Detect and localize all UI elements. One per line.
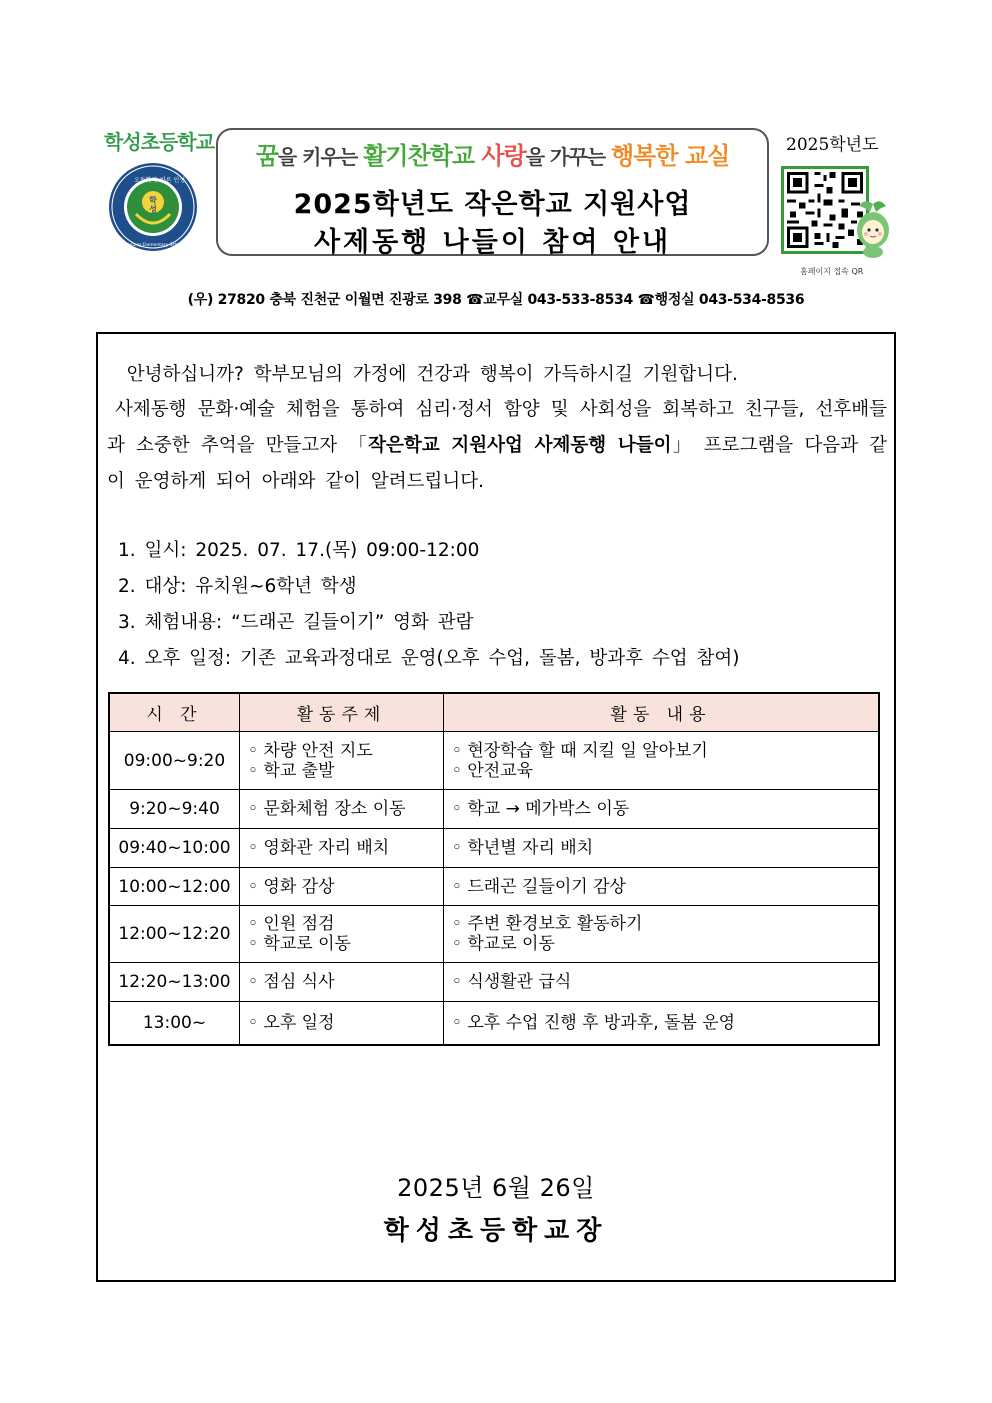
cell-line: ◦ 드래곤 길들이기 감상	[451, 876, 626, 897]
document-date: 2025년 6월 26일	[397, 1174, 595, 1202]
table-row	[109, 868, 879, 906]
table-header-row	[109, 693, 879, 732]
cell-line: ◦ 현장학습 할 때 지킬 일 알아보기	[451, 740, 708, 761]
cell-line: ◦ 문화체험 장소 이동	[247, 799, 406, 819]
header-time: 시 간	[109, 693, 239, 732]
slogan-part: 행복한	[610, 142, 678, 170]
mascot-icon	[850, 200, 896, 260]
cell-topic	[239, 1002, 443, 1045]
year-label: 2025학년도	[786, 135, 879, 155]
school-address: (우) 27820 충북 진천군 이월면 진광로 398 ☎교무실 043-533-8534 ☎행정실 043-534-8536	[187, 292, 805, 308]
qr-caption: 홈페이지 접속 QR	[800, 267, 864, 276]
cell-topic	[239, 868, 443, 906]
cell-content	[443, 790, 879, 829]
cell-line: ◦ 영화관 자리 배치	[247, 838, 390, 858]
cell-line: ◦ 주변 환경보호 활동하기	[451, 914, 643, 934]
cell-time: 09:00~9:20	[109, 732, 239, 790]
principal-signature: 학성초등학교장	[383, 1216, 609, 1246]
cell-content	[443, 732, 879, 790]
table-row	[109, 906, 879, 963]
cell-time: 12:00~12:20	[109, 906, 239, 963]
greeting-paragraph	[107, 357, 887, 393]
intro-text-a: 사제동행 문화·예술 체험을 통하여 심리·정서 함양 및 사회성을 회복하고 친구들, 선후배들과 소중한 추억을 만들고자 「	[107, 399, 887, 456]
emblem-text-right: 바른 인성	[160, 177, 186, 184]
table-row	[109, 1002, 879, 1045]
cell-line: ◦ 학교 출발	[247, 760, 335, 781]
list-item: 4. 오후 일정: 기존 교육과정대로 운영(오후 수업, 돌봄, 방과후 수업 참여)	[118, 648, 740, 669]
slogan-part: 교실	[677, 142, 730, 170]
cell-topic	[239, 963, 443, 1002]
cell-line: ◦ 차량 안전 지도	[247, 740, 373, 761]
cell-topic	[239, 732, 443, 790]
cell-time: 13:00~	[109, 1002, 239, 1045]
document-title-line-2: 사제동행 나들이 참여 안내	[313, 227, 672, 258]
list-item: 2. 대상: 유치원~6학년 학생	[118, 576, 357, 597]
cell-content	[443, 1002, 879, 1045]
schedule-table	[108, 692, 880, 1046]
table-row	[109, 790, 879, 829]
greeting-text: 안녕하십니까? 학부모님의 가정에 건강과 행복이 가득하시길 기원합니다.	[126, 364, 738, 385]
intro-paragraph	[107, 392, 887, 500]
intro-text-b: 」 프로그램을 다음과 같이 운영하게 되어 아래와 같이 알려드립니다.	[107, 435, 888, 492]
slogan-part: 을 가꾸는	[525, 145, 611, 169]
cell-line: ◦ 식생활관 급식	[451, 972, 572, 992]
cell-time: 10:00~12:00	[109, 868, 239, 906]
cell-time: 9:20~9:40	[109, 790, 239, 829]
cell-topic	[239, 790, 443, 829]
title-box	[216, 128, 769, 256]
slogan	[218, 136, 767, 171]
cell-content	[443, 868, 879, 906]
cell-content	[443, 829, 879, 868]
slogan-part: 꿈	[255, 142, 278, 170]
info-list	[118, 533, 739, 677]
list-item: 3. 체험내용: “드래곤 길들이기” 영화 관람	[118, 612, 474, 633]
header-content: 활동 내용	[443, 693, 879, 732]
cell-content	[443, 963, 879, 1002]
cell-time: 12:20~13:00	[109, 963, 239, 1002]
cell-line: ◦ 영화 감상	[247, 876, 335, 897]
emblem-text-bottom: Haksung Elementary School	[121, 243, 185, 248]
cell-line: ◦ 학년별 자리 배치	[451, 838, 594, 858]
cell-line: ◦ 오후 일정	[247, 1012, 335, 1033]
cell-line: ◦ 인원 점검	[247, 914, 335, 934]
cell-line: ◦ 안전교육	[451, 760, 534, 781]
cell-line: ◦ 학교로 이동	[247, 934, 351, 954]
list-item: 1. 일시: 2025. 07. 17.(목) 09:00-12:00	[118, 540, 480, 561]
program-name: 작은학교 지원사업 사제동행 나들이	[368, 435, 672, 456]
table-row	[109, 732, 879, 790]
cell-line: ◦ 학교 → 메가박스 이동	[451, 799, 630, 819]
header-topic: 활동주제	[239, 693, 443, 732]
cell-line: ◦ 오후 수업 진행 후 방과후, 돌봄 운영	[451, 1012, 736, 1033]
school-name: 학성초등학교	[104, 130, 214, 154]
emblem-char-2: 성	[149, 205, 157, 214]
table-row	[109, 963, 879, 1002]
document-title-line-1: 2025학년도 작은학교 지원사업	[293, 189, 692, 220]
table-row	[109, 829, 879, 868]
cell-topic	[239, 829, 443, 868]
cell-line: ◦ 점심 식사	[247, 972, 335, 992]
school-emblem-icon	[108, 162, 198, 252]
emblem-char-1: 학	[149, 196, 157, 205]
cell-content	[443, 906, 879, 963]
cell-time: 09:40~10:00	[109, 829, 239, 868]
slogan-part: 을 키우는	[277, 145, 364, 169]
emblem-text-left: 오동학력	[134, 177, 158, 184]
cell-topic	[239, 906, 443, 963]
slogan-part: 활기찬학교	[363, 142, 475, 170]
slogan-part: 사랑	[481, 142, 526, 170]
cell-line: ◦ 학교로 이동	[451, 934, 555, 954]
